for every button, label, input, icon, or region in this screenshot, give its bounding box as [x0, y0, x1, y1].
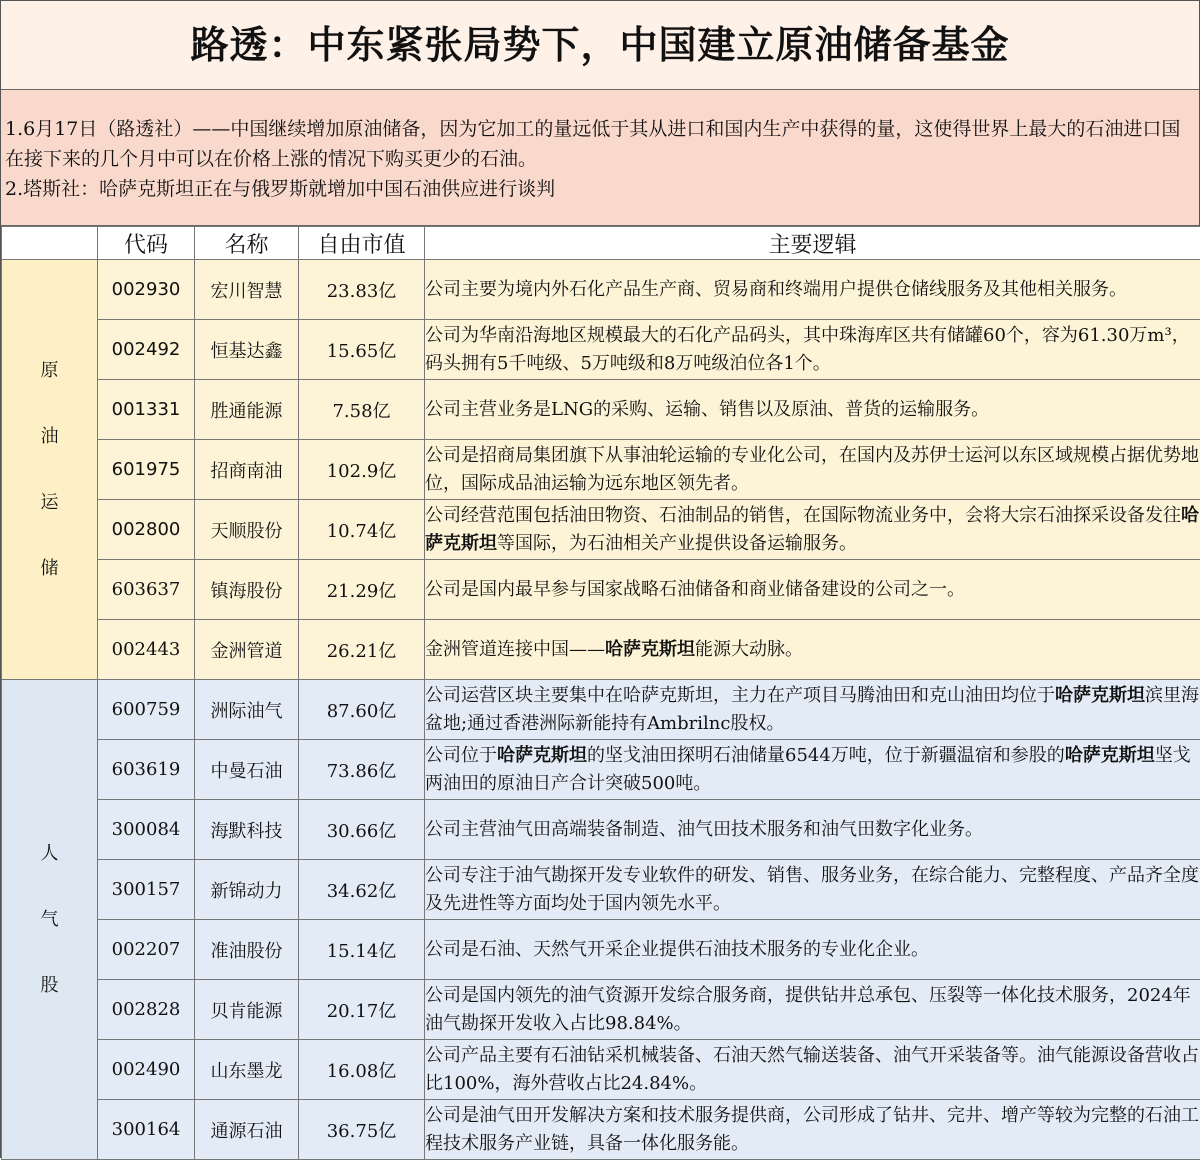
group-label: [2, 680, 98, 1160]
logic-text: 公司是石油、天然气开采企业提供石油技术服务的专业化企业。: [425, 939, 929, 960]
main-logic: [425, 1040, 1200, 1100]
header-name: 名称: [195, 227, 299, 260]
header-logic: 主要逻辑: [425, 227, 1200, 260]
table-row: [2, 980, 1200, 1040]
stock-name: 招商南油: [195, 440, 299, 500]
table-header-row: [2, 227, 1200, 260]
logic-text: 金洲管道连接中国——: [425, 639, 605, 660]
main-logic: [425, 560, 1200, 620]
group-label-text: 原油运储: [41, 338, 59, 602]
group-label-text: 人气股: [41, 821, 59, 1019]
table-row: [2, 620, 1200, 680]
stock-name: 天顺股份: [195, 500, 299, 560]
stock-name: 金洲管道: [195, 620, 299, 680]
table-row: [2, 920, 1200, 980]
stock-code: 300157: [98, 860, 195, 920]
highlight-keyword: 哈萨克斯坦: [1065, 745, 1155, 766]
stock-code: 001331: [98, 380, 195, 440]
main-logic: [425, 260, 1200, 320]
highlight-keyword: 哈萨克斯坦: [1055, 685, 1145, 706]
stock-code: 002490: [98, 1040, 195, 1100]
market-cap: 21.29亿: [299, 560, 425, 620]
logic-text: 公司是招商局集团旗下从事油轮运输的专业化公司，在国内及苏伊士运河以东区域规模占据优势地位，国际成品油运输为远东地区领先者。: [425, 445, 1199, 494]
table-row: [2, 860, 1200, 920]
logic-text: 公司位于: [425, 745, 497, 766]
stock-code: 603619: [98, 740, 195, 800]
page-title: 路透：中东紧张局势下，中国建立原油储备基金: [1, 1, 1199, 90]
main-logic: [425, 500, 1200, 560]
market-cap: 15.14亿: [299, 920, 425, 980]
stock-name: 贝肯能源: [195, 980, 299, 1040]
table-row: [2, 440, 1200, 500]
main-logic: [425, 800, 1200, 860]
stock-table: [1, 226, 1200, 1160]
logic-text: 的坚戈油田探明石油储量6544万吨，位于新疆温宿和参股的: [587, 745, 1065, 766]
market-cap: 23.83亿: [299, 260, 425, 320]
market-cap: 87.60亿: [299, 680, 425, 740]
table-body: [2, 260, 1200, 1160]
news-item: 2.塔斯社：哈萨克斯坦正在与俄罗斯就增加中国石油供应进行谈判: [5, 174, 1191, 204]
logic-text: 滨里海盆地;通过香港洲际新能持有Ambrilnc股权。: [425, 685, 1199, 734]
market-cap: 16.08亿: [299, 1040, 425, 1100]
header-market-cap: 自由市值: [299, 227, 425, 260]
main-logic: [425, 740, 1200, 800]
stock-code: 600759: [98, 680, 195, 740]
logic-text: 公司是国内最早参与国家战略石油储备和商业储备建设的公司之一。: [425, 579, 965, 600]
logic-text: 能源大动脉。: [695, 639, 803, 660]
main-logic: [425, 440, 1200, 500]
table-row: [2, 320, 1200, 380]
market-cap: 7.58亿: [299, 380, 425, 440]
news-section: [1, 90, 1199, 226]
header-group: [2, 227, 98, 260]
main-logic: [425, 380, 1200, 440]
highlight-keyword: 哈萨克斯坦: [497, 745, 587, 766]
stock-name: 海默科技: [195, 800, 299, 860]
main-logic: [425, 860, 1200, 920]
logic-text: 公司主要为境内外石化产品生产商、贸易商和终端用户提供仓储线服务及其他相关服务。: [425, 279, 1127, 300]
logic-text: 公司为华南沿海地区规模最大的石化产品码头，其中珠海库区共有储罐60个，容为61.30万m³，码头拥有5千吨级、5万吨级和8万吨级泊位各1个。: [425, 325, 1190, 374]
highlight-keyword: 哈萨克斯坦: [425, 505, 1199, 554]
stock-code: 300084: [98, 800, 195, 860]
stock-name: 镇海股份: [195, 560, 299, 620]
logic-text: 公司专注于油气勘探开发专业软件的研发、销售、服务业务，在综合能力、完整程度、产品齐全度及先进性等方面均处于国内领先水平。: [425, 865, 1199, 914]
main-logic: [425, 620, 1200, 680]
logic-text: 公司经营范围包括油田物资、石油制品的销售，在国际物流业务中，会将大宗石油探采设备发往: [425, 505, 1181, 526]
stock-code: 002443: [98, 620, 195, 680]
table-row: [2, 740, 1200, 800]
stock-code: 002207: [98, 920, 195, 980]
table-row: [2, 380, 1200, 440]
logic-text: 公司运营区块主要集中在哈萨克斯坦，主力在产项目马腾油田和克山油田均位于: [425, 685, 1055, 706]
market-cap: 30.66亿: [299, 800, 425, 860]
market-cap: 26.21亿: [299, 620, 425, 680]
stock-code: 002800: [98, 500, 195, 560]
table-row: [2, 1040, 1200, 1100]
stock-name: 胜通能源: [195, 380, 299, 440]
market-cap: 102.9亿: [299, 440, 425, 500]
main-logic: [425, 920, 1200, 980]
logic-text: 公司是油气田开发解决方案和技术服务提供商，公司形成了钻井、完井、增产等较为完整的石油工程技术服务产业链，具备一体化服务能。: [425, 1105, 1199, 1154]
stock-name: 通源石油: [195, 1100, 299, 1160]
stock-name: 山东墨龙: [195, 1040, 299, 1100]
market-cap: 34.62亿: [299, 860, 425, 920]
table-row: [2, 500, 1200, 560]
group-label: [2, 260, 98, 680]
table-row: [2, 1100, 1200, 1160]
stock-code: 603637: [98, 560, 195, 620]
logic-text: 公司是国内领先的油气资源开发综合服务商，提供钻井总承包、压裂等一体化技术服务，2024年油气勘探开发收入占比98.84%。: [425, 985, 1191, 1034]
stock-code: 601975: [98, 440, 195, 500]
logic-text: 公司主营业务是LNG的采购、运输、销售以及原油、普货的运输服务。: [425, 399, 989, 420]
logic-text: 公司主营油气田高端装备制造、油气田技术服务和油气田数字化业务。: [425, 819, 983, 840]
stock-code: 300164: [98, 1100, 195, 1160]
market-cap: 73.86亿: [299, 740, 425, 800]
stock-name: 准油股份: [195, 920, 299, 980]
logic-text: 等国际，为石油相关产业提供设备运输服务。: [497, 533, 857, 554]
market-cap: 10.74亿: [299, 500, 425, 560]
table-row: [2, 680, 1200, 740]
stock-name: 恒基达鑫: [195, 320, 299, 380]
stock-code: 002492: [98, 320, 195, 380]
logic-text: 公司产品主要有石油钻采机械装备、石油天然气输送装备、油气开采装备等。油气能源设备营收占比100%，海外营收占比24.84%。: [425, 1045, 1199, 1094]
stock-name: 洲际油气: [195, 680, 299, 740]
main-logic: [425, 680, 1200, 740]
news-item: 1.6月17日（路透社）——中国继续增加原油储备，因为它加工的量远低于其从进口和国内生产中获得的量，这使得世界上最大的石油进口国在接下来的几个月中可以在价格上涨的情况下购买更少的石油。: [5, 114, 1191, 174]
stock-name: 中曼石油: [195, 740, 299, 800]
stock-name: 宏川智慧: [195, 260, 299, 320]
market-cap: 20.17亿: [299, 980, 425, 1040]
table-row: [2, 800, 1200, 860]
logic-text: 坚戈两油田的原油日产合计突破500吨。: [425, 745, 1191, 794]
table-row: [2, 560, 1200, 620]
main-logic: [425, 320, 1200, 380]
table-row: [2, 260, 1200, 320]
stock-code: 002828: [98, 980, 195, 1040]
main-logic: [425, 980, 1200, 1040]
main-logic: [425, 1100, 1200, 1160]
highlight-keyword: 哈萨克斯坦: [605, 639, 695, 660]
stock-name: 新锦动力: [195, 860, 299, 920]
header-code: 代码: [98, 227, 195, 260]
stock-code: 002930: [98, 260, 195, 320]
market-cap: 15.65亿: [299, 320, 425, 380]
market-cap: 36.75亿: [299, 1100, 425, 1160]
